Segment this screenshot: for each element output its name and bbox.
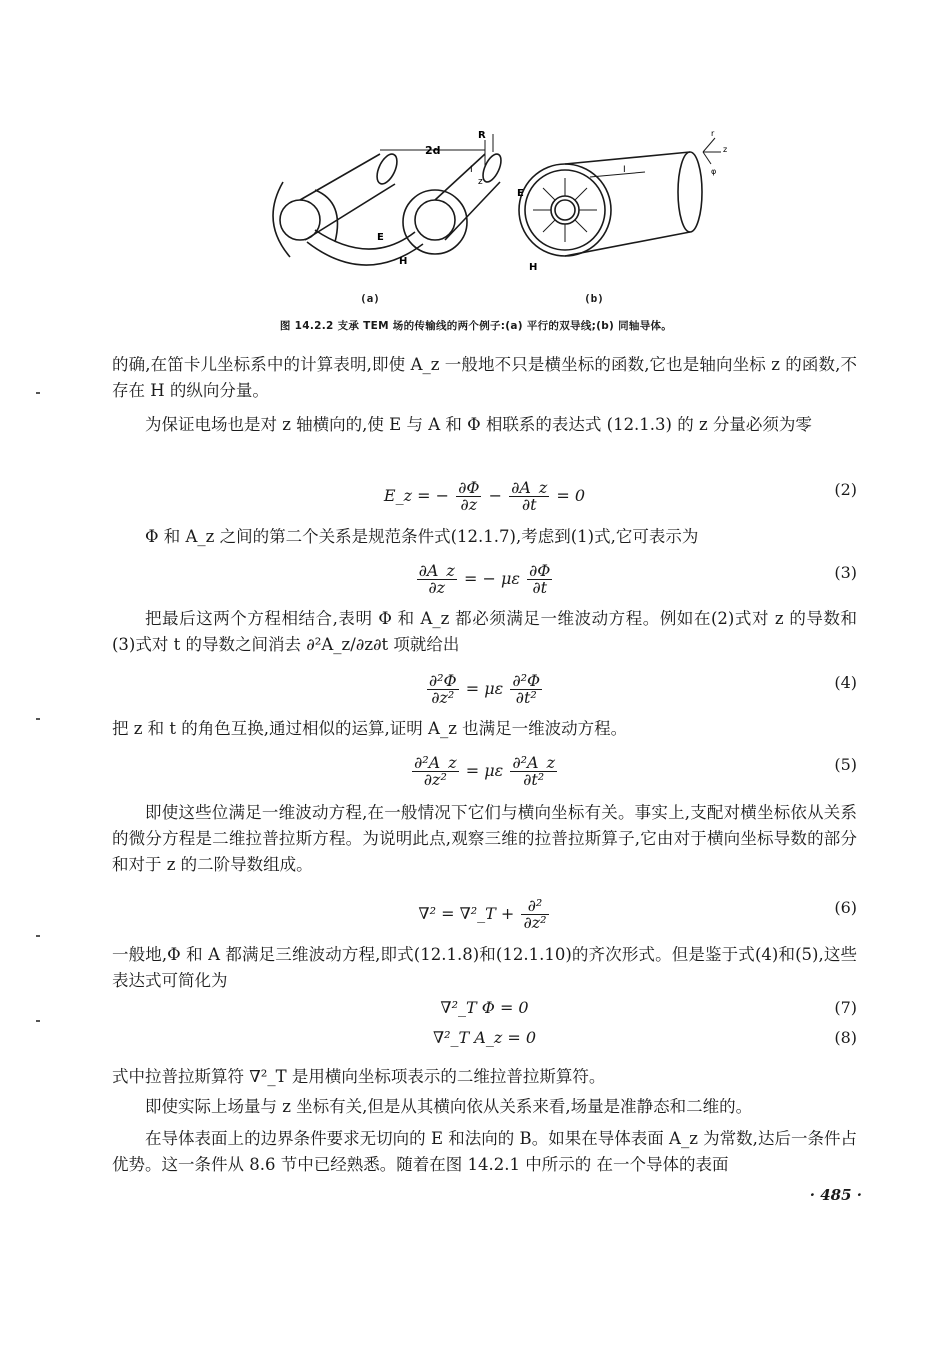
- figure-label-b: (b): [584, 292, 604, 305]
- margin-mark: [36, 718, 40, 720]
- fig-a-z-label: z: [478, 177, 483, 187]
- fig-a-i-label: I: [470, 165, 473, 175]
- fig-b-h-label: H: [529, 262, 538, 273]
- equation-number: (6): [834, 898, 857, 917]
- paragraph-10: 在导体表面上的边界条件要求无切向的 E 和法向的 B。如果在导体表面 A_z 为常数,达后一条件占优势。这一条件从 8.6 节中已经熟悉。随着在图 14.2.1 中所示的 在一个导体的表面: [112, 1129, 857, 1174]
- fig-b-i-label: I: [623, 165, 626, 175]
- equation-8: ∇²_T A_z = 0 (8): [432, 1028, 857, 1047]
- fig-b-z-label: z: [723, 145, 728, 154]
- paragraph-5: 把 z 和 t 的角色互换,通过相似的运算,证明 A_z 也满足一维波动方程。: [112, 719, 628, 738]
- equation-number: (4): [834, 673, 857, 692]
- paragraph-6: 即使这些位满足一维波动方程,在一般情况下它们与横向坐标有关。事实上,支配对横坐标依从关系的微分方程是二维拉普拉斯方程。为说明此点,观察三维的拉普拉斯算子,它由对于横向坐标导数的部分和对于 z 的二阶导数组成。: [112, 803, 857, 874]
- equation-number: (8): [834, 1028, 857, 1047]
- figure-tem-transmission-lines: [245, 122, 765, 322]
- paragraph-3: Φ 和 A_z 之间的第二个关系是规范条件式(12.1.7),考虑到(1)式,它可表示为: [145, 527, 699, 546]
- figure-caption: 图 14.2.2 支承 TEM 场的传输线的两个例子:(a) 平行的双导线;(b) 同轴导体。: [279, 320, 673, 332]
- paragraph-1: 的确,在笛卡儿坐标系中的计算表明,即使 A_z 一般地不只是横坐标的函数,它也是轴向坐标 z 的函数,不存在 H 的纵向分量。: [112, 355, 857, 400]
- equation-number: (5): [834, 755, 857, 774]
- equation-2: E_z = − $\frac{\partial\Phi}{\partial z}$ − $\frac{\partial A\_z}{\partial t}$ = 0 (2): [383, 478, 857, 514]
- figure-a-parallel-wires: [273, 134, 505, 265]
- paragraph-4: 把最后这两个方程相结合,表明 Φ 和 A_z 都必须满足一维波动方程。例如在(2)式对 z 的导数和(3)式对 t 的导数之间消去 ∂²A_z/∂z∂t 项就给出: [112, 609, 857, 654]
- page-number: · 485 ·: [809, 1186, 862, 1204]
- margin-mark: [36, 392, 40, 394]
- paragraph-8: 式中拉普拉斯算符 ∇²_T 是用横向坐标项表示的二维拉普拉斯算符。: [112, 1067, 606, 1086]
- figure-b-coaxial: [519, 138, 721, 256]
- equation-7: ∇²_T Φ = 0 (7): [440, 998, 857, 1017]
- equation-number: (3): [834, 563, 857, 582]
- margin-mark: [36, 1020, 40, 1022]
- equation-4: $\frac{\text{∂²Φ}}{\text{∂z²}}$ = με $\frac{\text{∂²Φ}}{\text{∂t²}}$ (4): [428, 671, 857, 707]
- margin-mark: [36, 935, 40, 937]
- fig-b-e-label: E: [517, 188, 524, 199]
- figure-label-a: (a): [360, 292, 380, 305]
- equation-5: $\frac{\text{∂²A\_z}}{\text{∂z²}}$ = με $\frac{\text{∂²A\_z}}{\text{∂t²}}$ (5): [413, 753, 857, 789]
- equation-number: (2): [834, 480, 857, 499]
- paragraph-9: 即使实际上场量与 z 坐标有关,但是从其横向依从关系来看,场量是准静态和二维的。: [145, 1097, 753, 1116]
- paragraph-7: 一般地,Φ 和 A 都满足三维波动方程,即式(12.1.8)和(12.1.10)的齐次形式。但是鉴于式(4)和(5),这些表达式可简化为: [112, 945, 857, 990]
- fig-b-r-label: r: [711, 129, 715, 138]
- fig-a-dist-label: 2d: [425, 144, 441, 157]
- fig-a-radius-label: R: [478, 130, 486, 141]
- equation-6: ∇² = ∇²_T + $\frac{\text{∂²}}{\text{∂z²}}$ (6): [418, 896, 857, 932]
- fig-b-phi-label: φ: [711, 167, 717, 176]
- equation-number: (7): [834, 998, 857, 1017]
- fig-a-h-label: H: [399, 256, 408, 267]
- equation-3: $\frac{\partial A\_z}{\partial z}$ = − με $\frac{\partial\Phi}{\partial t}$ (3): [418, 561, 857, 597]
- paragraph-2: 为保证电场也是对 z 轴横向的,使 E 与 A 和 Φ 相联系的表达式 (12.1.3) 的 z 分量必须为零: [145, 415, 812, 434]
- fig-a-e-label: E: [377, 232, 384, 243]
